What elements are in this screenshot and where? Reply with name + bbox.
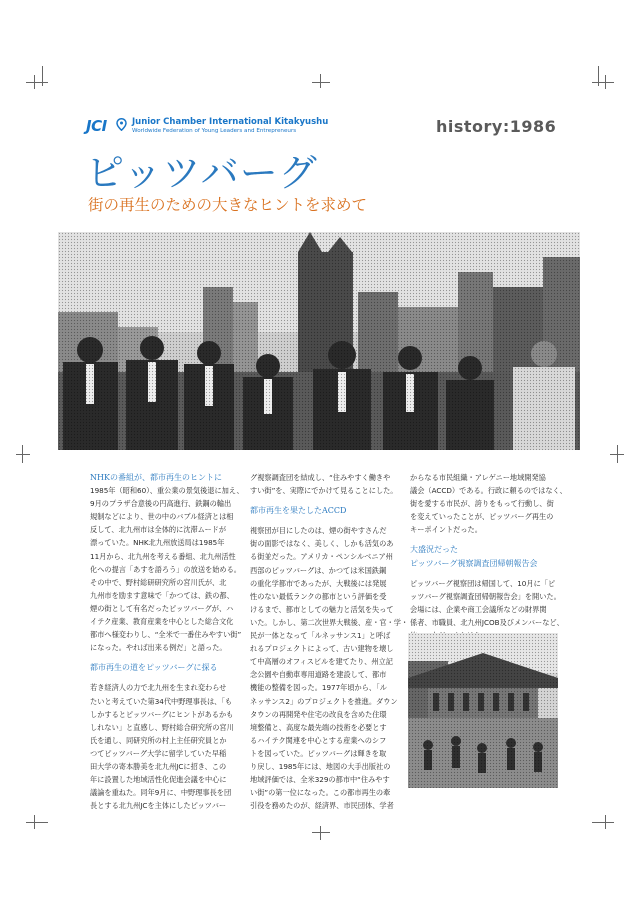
text-line: 機能の整備を図った。1977年頃から、「ル — [250, 683, 387, 693]
spacer — [250, 517, 400, 524]
text-line: 九州市を励ます意味で「かつては、鉄の都、 — [90, 590, 234, 600]
crop-mark — [16, 454, 30, 455]
text-line: たいと考えていた第34代中野理事長は、「も — [90, 696, 233, 706]
spacer — [250, 497, 400, 504]
text-line: 若き経済人の力で北九州を生まれ変わらせ — [90, 683, 227, 693]
crop-mark — [320, 826, 321, 840]
text-line: トを図っていた。ピッツバーグは輝きを取 — [250, 748, 387, 758]
spacer — [410, 570, 560, 577]
text-line: キーポイントだった。 — [410, 525, 482, 535]
text-line: しかするとピッツバーグにヒントがあるかも — [90, 709, 234, 719]
section-heading: 都市再生を果たしたACCD — [250, 506, 347, 516]
text-line: 反して、北九州市は全体的に沈滞ムードが — [90, 525, 227, 535]
location-pin-icon — [116, 118, 127, 131]
text-line: いた。しかし、第二次世界大戦後、産・官・学・ — [250, 617, 409, 627]
text-line: 年に設置した地域活性化促進会議を中心に — [90, 775, 227, 785]
text-line: 議論を重ねた。同年9月に、中野理事長を団 — [90, 788, 232, 798]
crop-mark — [320, 74, 321, 88]
history-year: history:1986 — [436, 117, 557, 136]
text-line: 都市へ様変わりし、“全米で一番住みやすい街” — [90, 630, 242, 640]
text-line: しれない」と直感し、野村総合研究所の宮川 — [90, 722, 234, 732]
text-line: ネッサンス2」のプロジェクトを推進。ダウン — [250, 696, 398, 706]
text-line: タウンの再開発や住宅の改良を含めた住環 — [250, 709, 387, 719]
text-line: り戻し、1985年には、地図の大手出版社の — [250, 761, 391, 771]
spacer — [410, 536, 560, 543]
jci-logo — [86, 115, 346, 139]
crop-mark — [26, 82, 48, 83]
text-line: 煙の街として有名だったピッツバーグが、ハ — [90, 603, 234, 613]
text-line: い街”の第一位になった。この都市再生の牽 — [250, 788, 391, 798]
section-heading: ピッツバーグ視察調査団帰朝報告会 — [410, 558, 538, 568]
text-line: を変えていったことが、ピッツバーグ再生の — [410, 512, 554, 522]
text-line: 性のない最低ランクの都市という評価を受 — [250, 591, 387, 601]
crop-mark — [610, 454, 624, 455]
text-line: れるプロジェクトによって、古い建物を壊し — [250, 644, 394, 654]
text-line: 長とする北九州JCを主体にしたピッツバー — [90, 801, 227, 811]
text-line: ッツバーグ視察調査団帰朝報告会」を開いた。 — [410, 591, 561, 601]
text-line: 街の面影ではなく、美しく、しかも活気のあ — [250, 539, 394, 549]
crop-mark — [312, 832, 330, 833]
text-line: つてピッツバーグ大学に留学していた早稲 — [90, 748, 227, 758]
text-line: 視察団が目にしたのは、煙の街やすさんだ — [250, 526, 387, 536]
delegation-group-photo — [58, 232, 580, 450]
text-line: 9月のプラザ合意後の円高進行、鉄鋼の輸出 — [90, 499, 232, 509]
text-line: 会場には、企業や商工会議所などの財界関 — [410, 604, 547, 614]
logo-tagline: Worldwide Federation of Young Leaders and Entrepreneurs — [132, 128, 297, 134]
text-line: グ視察調査団を結成し、“住みやすく働きや — [250, 473, 391, 482]
article-column-3 — [410, 471, 567, 642]
spacer — [90, 674, 240, 681]
crop-mark — [312, 82, 330, 83]
logo-mark: JCI — [86, 117, 107, 135]
text-line: 街を愛する市民が、誇りをもって行動し、街 — [410, 499, 554, 509]
text-line: の重化学都市であったが、大戦後には発展 — [250, 578, 387, 588]
crop-mark — [42, 66, 43, 86]
text-line: 漂っていた。NHK北九州放送局は1985年 — [90, 538, 225, 548]
text-line: 係者、市職員、北九州JCOB及びメンバーなど、 — [410, 617, 564, 627]
text-line: 11月から、北九州を考える番組、北九州活性 — [90, 551, 236, 561]
text-line: 境整備と、高度な最先端の技術を必要とす — [250, 722, 387, 732]
text-line: 西部のピッツバーグは、かつては米国鉄鋼 — [250, 565, 387, 575]
section-heading: 大盛況だった — [410, 545, 458, 555]
text-line: 氏を通し、同研究所の村上主任研究員とか — [90, 735, 227, 745]
text-line: 念公園や自動車専用道路を建設して、都市 — [250, 670, 387, 680]
crop-mark — [26, 822, 48, 823]
article-column-1 — [90, 471, 244, 812]
crop-mark — [592, 82, 614, 83]
text-line: 1985年（昭和60）、重公業の景気後退に加え、 — [90, 486, 244, 496]
logo-organization-name: Junior Chamber International Kitakyushu — [132, 117, 329, 127]
section-heading: NHKの番組が、都市再生のヒントに — [90, 473, 222, 482]
text-line: 引役を務めたのが、経済界、市民団体、学者 — [250, 801, 394, 811]
text-line: る街並だった。アメリカ・ペンシルベニア州 — [250, 552, 393, 562]
text-line: ピッツバーグ視察団は帰国して、10月に「ピ — [410, 578, 556, 588]
text-line: その中で、野村総研研究所の宮川氏が、北 — [90, 577, 227, 587]
text-line: 規制などにより、世の中のバブル経済とは相 — [90, 512, 234, 522]
article-column-2 — [250, 471, 409, 812]
page-subtitle: 街の再生のための大きなヒントを求めて — [88, 196, 368, 214]
text-line: るハイテク関連を中心とする産業へのシフ — [250, 735, 387, 745]
text-line: て中高層のオフィスビルを建てたり、州立記 — [250, 657, 393, 667]
crop-mark — [598, 66, 599, 86]
city-street-photo — [408, 633, 558, 788]
page-title: ピッツバーグ — [86, 151, 318, 195]
text-line: 地域評価では、全米329の都市中“住みやす — [250, 775, 390, 785]
text-line: 化への提言「あすを語ろう」の放送を始める。 — [90, 564, 241, 574]
text-line: 田大学の寄本勝美を北九州JCに招き、この — [90, 761, 227, 771]
crop-mark — [592, 822, 614, 823]
text-line: になった。やれば出来る例だ」と語った。 — [90, 643, 227, 653]
text-line: イテク産業、教育産業を中心とした総合文化 — [90, 617, 234, 627]
section-heading: 都市再生の道をピッツバーグに探る — [90, 663, 218, 673]
text-line: からなる市民組織・アレゲニー地域開発協 — [410, 473, 546, 482]
text-line: けるまで、都市としての魅力と活気を失って — [250, 604, 394, 614]
spacer — [90, 654, 240, 661]
text-line: 議会（ACCD）である。行政に頼るのではなく、 — [410, 486, 567, 496]
text-line: 民が一体となって「ルネッサンス1」と呼ば — [250, 631, 391, 641]
text-line: すい街”を、実際にでかけて見ることにした。 — [250, 486, 398, 496]
